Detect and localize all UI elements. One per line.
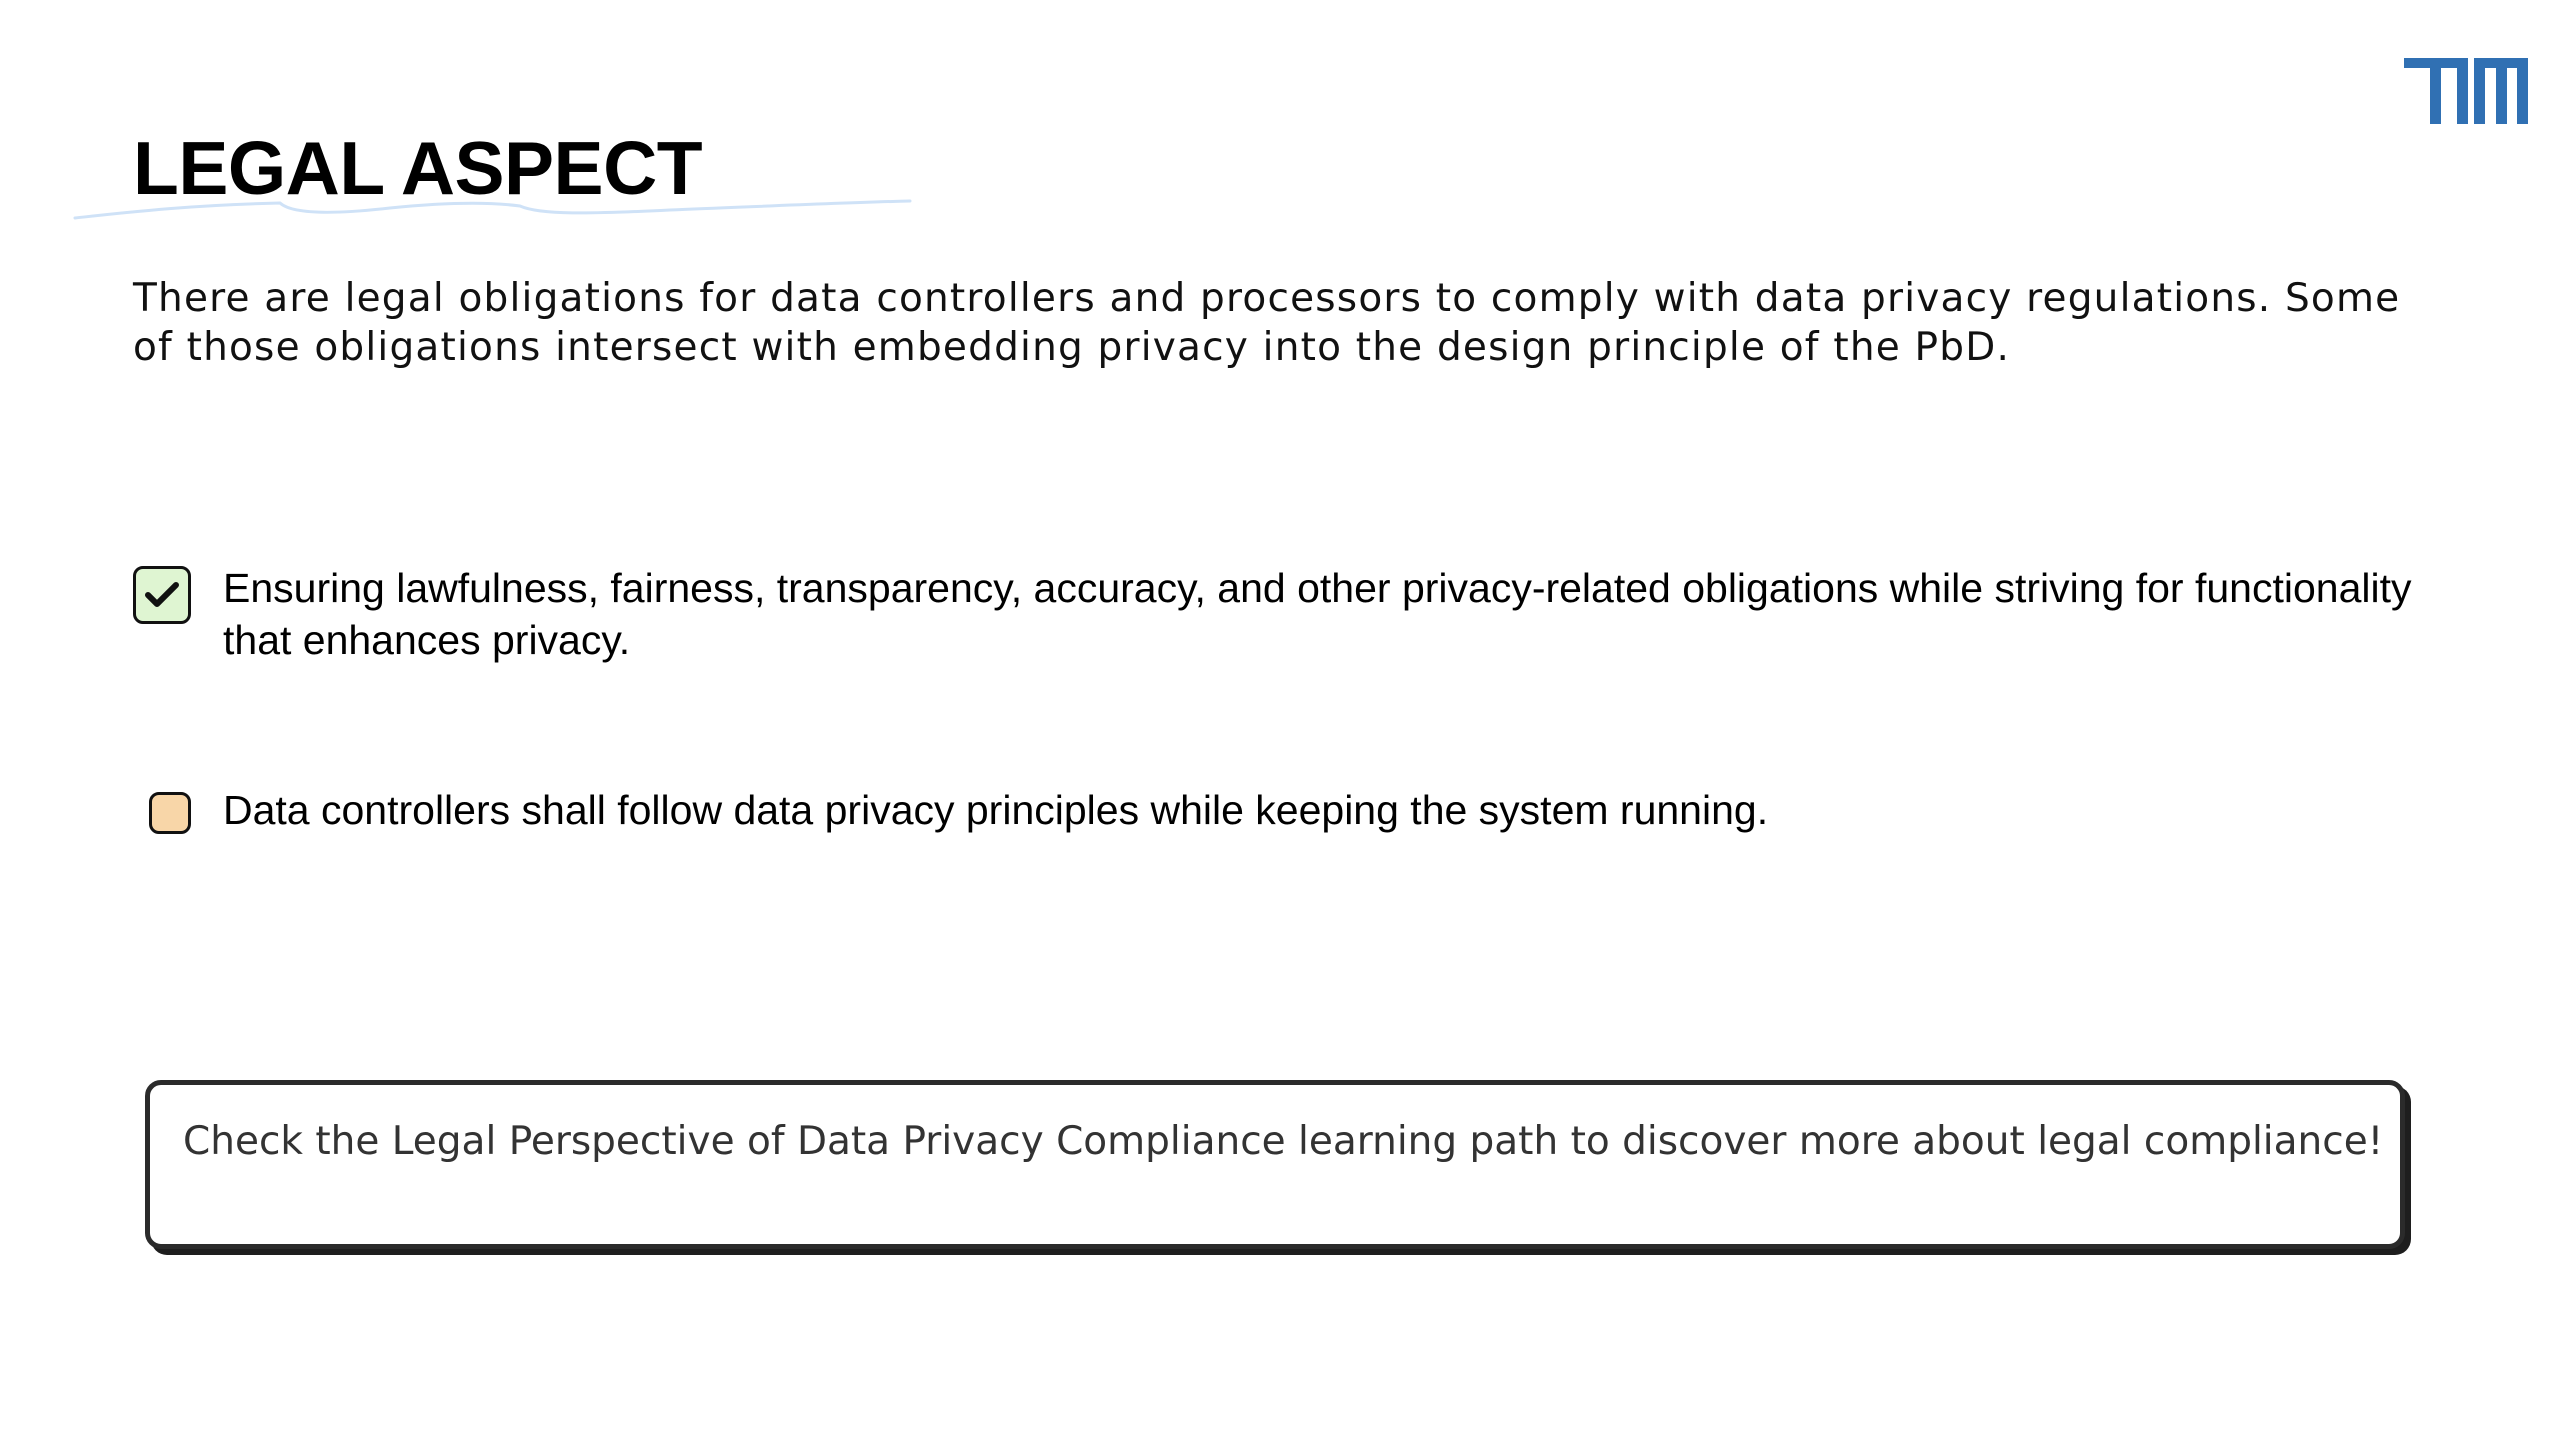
checkmark-icon: [144, 580, 180, 610]
option-label: Data controllers shall follow data privacy principles while keeping the system running.: [223, 787, 1769, 833]
title-underline-decoration: [70, 190, 915, 230]
callout-box: [145, 1080, 2405, 1249]
option-system-running[interactable]: [133, 788, 1768, 836]
option-lawfulness[interactable]: [133, 562, 2443, 666]
page-title: LEGAL ASPECT: [133, 126, 703, 210]
tum-logo-icon: [2404, 58, 2528, 124]
option-label: Ensuring lawfulness, fairness, transparency, accuracy, and other privacy-related obligations while striving for functionality that enhances privacy.: [223, 565, 2412, 663]
checkbox-checked[interactable]: [133, 566, 191, 624]
intro-paragraph: There are legal obligations for data controllers and processors to comply with data privacy regulations. Some of those obligations intersect with embedding privacy into the design principle of the PbD.: [133, 276, 2401, 370]
checkbox-unchecked[interactable]: [149, 792, 191, 834]
callout-text: Check the Legal Perspective of Data Privacy Compliance learning path to discover more about legal compliance!: [183, 1119, 2384, 1164]
